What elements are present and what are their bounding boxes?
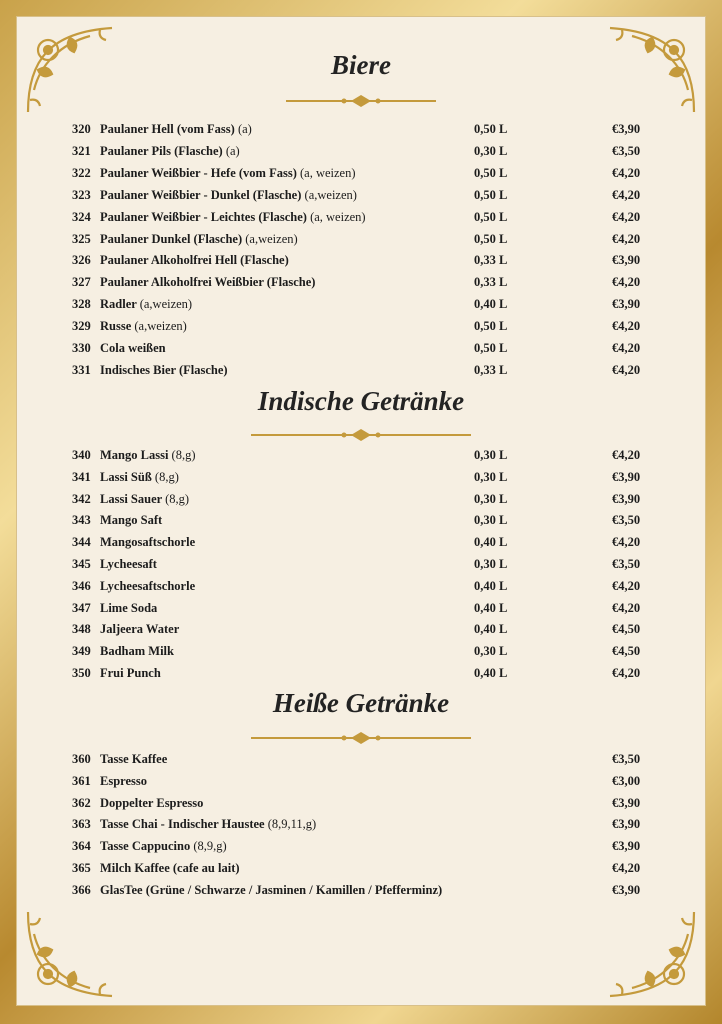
item-name: [100, 535, 195, 550]
item-name: [100, 492, 189, 507]
item-price: €4,20: [612, 861, 641, 875]
item-allergen-note: (a, weizen): [299, 165, 356, 180]
section-title-heisse-getraenke: Heiße Getränke: [272, 688, 450, 718]
menu-item-row: [0, 796, 722, 816]
item-name-text: Doppelter Espresso: [100, 795, 204, 810]
menu-item-row: [0, 557, 722, 577]
item-volume: 0,50 L: [474, 319, 508, 334]
item-name: [100, 861, 240, 876]
item-number: 346: [72, 578, 91, 593]
item-number: 322: [72, 165, 91, 180]
item-allergen-note: (a,weizen): [139, 297, 193, 312]
item-name-text: Jaljeera Water: [100, 622, 180, 637]
item-name-text: Lycheesaft: [100, 557, 157, 571]
item-number: 350: [72, 666, 91, 680]
item-price: €3,50: [612, 557, 641, 571]
item-name: [100, 210, 366, 225]
item-price: €4,20: [612, 319, 641, 334]
menu-item-row: [0, 774, 722, 794]
item-name: [100, 513, 162, 528]
item-price: €3,90: [612, 795, 641, 810]
menu-item-row: [0, 666, 722, 686]
item-price: €3,90: [612, 253, 641, 268]
item-volume: 0,30 L: [474, 143, 508, 158]
item-name: [100, 883, 442, 898]
item-name: [100, 253, 289, 268]
item-name: [100, 188, 357, 203]
item-name: [100, 644, 174, 659]
item-price: €3,50: [612, 143, 641, 158]
item-name-text: Paulaner Weißbier - Hefe (vom Fass): [100, 165, 297, 180]
item-price: €3,90: [612, 882, 641, 897]
item-name-text: Lycheesaftschorle: [100, 578, 196, 593]
item-volume: 0,40 L: [474, 535, 508, 550]
item-name-text: Mangosaftschorle: [100, 535, 196, 550]
item-volume: 0,33 L: [474, 253, 508, 268]
item-allergen-note: (a): [225, 143, 240, 158]
item-price: €4,20: [612, 578, 641, 593]
item-name-text: Mango Saft: [100, 513, 163, 528]
menu-item-row: [0, 535, 722, 555]
item-number: 360: [72, 752, 91, 766]
item-name: [100, 470, 179, 485]
item-number: 347: [72, 600, 91, 615]
item-allergen-note: (a,weizen): [245, 231, 298, 246]
item-name: [100, 796, 203, 811]
section-title-indische-getraenke: Indische Getränke: [257, 386, 465, 416]
item-allergen-note: (8,g): [154, 469, 179, 484]
item-allergen-note: (8,g): [171, 448, 196, 462]
item-name-text: Paulaner Hell (vom Fass): [100, 122, 235, 136]
item-name-text: Lime Soda: [100, 600, 158, 615]
item-number: 366: [72, 882, 91, 897]
item-number: 320: [72, 122, 91, 136]
item-price: €4,20: [612, 362, 641, 377]
menu-item-row: [0, 752, 722, 772]
item-volume: 0,50 L: [474, 209, 508, 224]
menu-item-row: [0, 253, 722, 273]
item-volume: 0,40 L: [474, 600, 508, 615]
item-price: €4,20: [612, 187, 641, 202]
item-name-text: Tasse Chai - Indischer Haustee: [100, 817, 265, 832]
item-name-text: Frui Punch: [100, 666, 161, 680]
item-name-text: GlasTee (Grüne / Schwarze / Jasminen / Kamillen / Pfefferminz): [100, 882, 443, 897]
menu-item-row: [0, 448, 722, 468]
item-number: 345: [72, 557, 91, 571]
divider-ornament-icon: [0, 94, 722, 108]
menu-item-row: [0, 297, 722, 317]
item-price: €4,20: [612, 535, 641, 550]
divider-ornament-icon: [0, 731, 722, 745]
item-volume: 0,30 L: [474, 469, 508, 484]
item-number: 327: [72, 275, 91, 290]
item-name-text: Indisches Bier (Flasche): [100, 362, 228, 377]
item-allergen-note: (a, weizen): [310, 209, 366, 224]
menu-item-row: [0, 144, 722, 164]
item-name: [100, 319, 187, 334]
item-price: €4,50: [612, 644, 641, 659]
item-volume: 0,33 L: [474, 362, 508, 377]
item-name: [100, 839, 227, 854]
menu-item-row: [0, 122, 722, 142]
item-number: 349: [72, 644, 91, 659]
section-title-biere: Biere: [331, 50, 391, 80]
item-name: [100, 166, 356, 181]
ornament-corner-icon: [20, 904, 120, 1004]
item-number: 341: [72, 469, 91, 484]
menu-item-row: [0, 622, 722, 642]
item-price: €3,90: [612, 122, 641, 136]
item-name: [100, 297, 192, 312]
item-price: €4,20: [612, 600, 641, 615]
item-name: [100, 601, 157, 616]
menu-item-row: [0, 363, 722, 383]
menu-item-row: [0, 883, 722, 903]
item-price: €4,50: [612, 622, 641, 637]
item-name-text: Paulaner Weißbier - Leichtes (Flasche): [100, 209, 307, 224]
item-volume: 0,30 L: [474, 448, 508, 462]
item-name: [100, 666, 161, 681]
menu-item-row: [0, 210, 722, 230]
item-name-text: Lassi Süß: [100, 469, 152, 484]
item-name: [100, 448, 196, 463]
menu-item-row: [0, 166, 722, 186]
item-volume: 0,50 L: [474, 341, 508, 355]
item-name: [100, 579, 195, 594]
item-number: 364: [72, 839, 91, 854]
item-name-text: Tasse Cappucino: [100, 839, 191, 854]
item-name: [100, 144, 240, 159]
item-allergen-note: (a,weizen): [134, 319, 187, 334]
item-number: 362: [72, 795, 91, 810]
menu-item-row: [0, 601, 722, 621]
item-number: 361: [72, 773, 91, 788]
item-name-text: Mango Lassi: [100, 448, 169, 462]
item-name-text: Paulaner Weißbier - Dunkel (Flasche): [100, 187, 302, 202]
menu-item-row: [0, 470, 722, 490]
item-allergen-note: (8,g): [165, 491, 190, 506]
item-name-text: Cola weißen: [100, 341, 166, 355]
item-price: €4,20: [612, 341, 641, 355]
item-name: [100, 622, 179, 637]
menu-item-row: [0, 861, 722, 881]
item-name-text: Radler: [100, 297, 137, 312]
item-allergen-note: (8,9,11,g): [267, 817, 317, 832]
item-price: €4,20: [612, 666, 641, 680]
item-number: 323: [72, 187, 91, 202]
item-name-text: Tasse Kaffee: [100, 752, 168, 766]
item-number: 326: [72, 253, 91, 268]
item-price: €4,20: [612, 448, 641, 462]
item-number: 365: [72, 861, 91, 875]
item-price: €3,90: [612, 491, 641, 506]
item-name-text: Milch Kaffee (cafe au lait): [100, 861, 240, 875]
item-volume: 0,30 L: [474, 491, 508, 506]
item-price: €3,50: [612, 513, 641, 528]
item-volume: 0,40 L: [474, 666, 508, 680]
menu-item-row: [0, 275, 722, 295]
item-price: €4,20: [612, 209, 641, 224]
item-volume: 0,50 L: [474, 231, 508, 246]
item-price: €4,20: [612, 165, 641, 180]
item-number: 331: [72, 362, 91, 377]
item-allergen-note: (8,9,g): [193, 839, 227, 854]
menu-item-row: [0, 341, 722, 361]
menu-item-row: [0, 513, 722, 533]
item-number: 343: [72, 513, 91, 528]
item-allergen-note: (a,weizen): [304, 187, 357, 202]
item-name-text: Paulaner Dunkel (Flasche): [100, 231, 243, 246]
item-name: [100, 752, 167, 767]
item-volume: 0,30 L: [474, 513, 508, 528]
item-name-text: Russe: [100, 319, 132, 334]
divider-ornament-icon: [0, 428, 722, 442]
item-number: 344: [72, 535, 91, 550]
item-name-text: Paulaner Alkoholfrei Hell (Flasche): [100, 253, 289, 268]
item-number: 324: [72, 209, 91, 224]
item-price: €3,90: [612, 817, 641, 832]
menu-item-row: [0, 319, 722, 339]
item-volume: 0,50 L: [474, 187, 508, 202]
item-number: 325: [72, 231, 91, 246]
item-number: 321: [72, 143, 91, 158]
item-name-text: Paulaner Pils (Flasche): [100, 143, 223, 158]
item-name: [100, 817, 316, 832]
item-name: [100, 341, 166, 356]
item-name-text: Espresso: [100, 773, 148, 788]
item-name-text: Paulaner Alkoholfrei Weißbier (Flasche): [100, 275, 316, 290]
item-price: €3,90: [612, 297, 641, 312]
item-number: 340: [72, 448, 91, 462]
item-name-text: Badham Milk: [100, 644, 174, 659]
item-name: [100, 557, 157, 572]
item-volume: 0,40 L: [474, 622, 508, 637]
item-price: €3,00: [612, 773, 641, 788]
menu-item-row: [0, 839, 722, 859]
menu-item-row: [0, 817, 722, 837]
item-name: [100, 275, 315, 290]
item-name: [100, 363, 228, 378]
menu-item-row: [0, 492, 722, 512]
item-name: [100, 232, 298, 247]
item-volume: 0,30 L: [474, 557, 508, 571]
item-price: €4,20: [612, 275, 641, 290]
item-volume: 0,50 L: [474, 122, 508, 136]
item-number: 330: [72, 341, 91, 355]
item-volume: 0,50 L: [474, 165, 508, 180]
item-allergen-note: (a): [237, 122, 252, 136]
item-number: 348: [72, 622, 91, 637]
item-price: €3,90: [612, 839, 641, 854]
item-volume: 0,40 L: [474, 297, 508, 312]
item-volume: 0,30 L: [474, 644, 508, 659]
item-name: [100, 122, 252, 137]
menu-item-row: [0, 188, 722, 208]
item-name: [100, 774, 147, 789]
menu-item-row: [0, 644, 722, 664]
item-number: 363: [72, 817, 91, 832]
menu-item-row: [0, 232, 722, 252]
item-price: €3,50: [612, 752, 641, 766]
item-name-text: Lassi Sauer: [100, 491, 162, 506]
item-number: 329: [72, 319, 91, 334]
item-price: €3,90: [612, 469, 641, 484]
item-volume: 0,40 L: [474, 578, 508, 593]
ornament-corner-icon: [602, 904, 702, 1004]
item-number: 328: [72, 297, 91, 312]
item-price: €4,20: [612, 231, 641, 246]
item-number: 342: [72, 491, 91, 506]
menu-item-row: [0, 579, 722, 599]
item-volume: 0,33 L: [474, 275, 508, 290]
